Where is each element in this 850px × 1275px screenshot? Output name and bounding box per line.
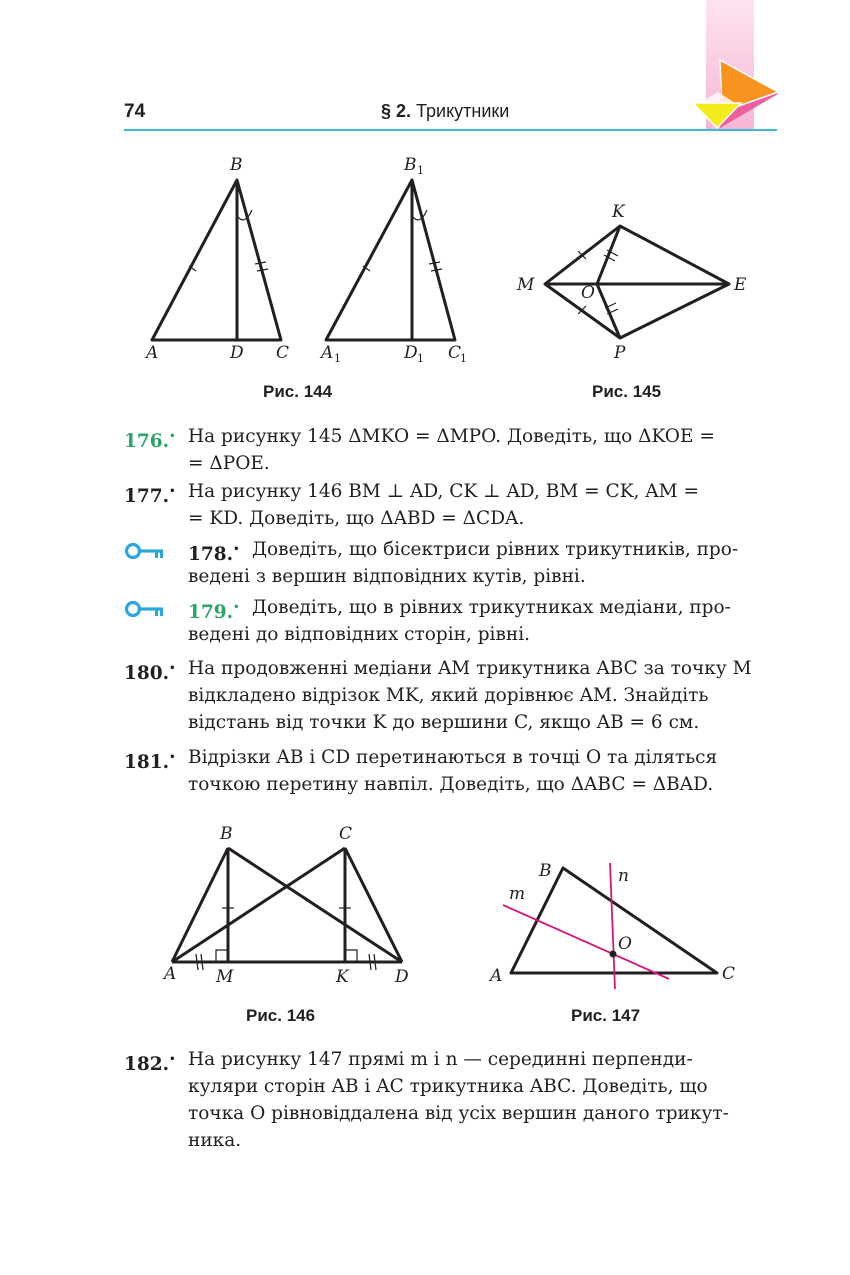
problem-text bbox=[188, 594, 777, 648]
problem-178 bbox=[188, 536, 777, 590]
problem-line: Відрізки AB і CD перетинаються в точці O та діляться bbox=[188, 747, 718, 768]
problem-line: На рисунку 147 прямі m і n — серединні перпенди- bbox=[188, 1049, 693, 1070]
fig147-label-B: B bbox=[539, 861, 552, 881]
problem-text bbox=[188, 478, 777, 532]
fig145-label-K: K bbox=[612, 202, 625, 222]
figure-145 bbox=[510, 198, 765, 368]
fig144-label-D1: D bbox=[404, 343, 418, 363]
fig145-label-E: E bbox=[734, 275, 747, 295]
key-icon bbox=[124, 541, 170, 561]
figure-147 bbox=[485, 855, 745, 995]
key-icon bbox=[124, 599, 170, 619]
problem-number: 182.• bbox=[124, 1054, 176, 1075]
fig146-label-A: A bbox=[164, 964, 177, 984]
fig145-label-M: M bbox=[517, 275, 535, 295]
fig144-label-D: D bbox=[230, 343, 244, 363]
fig144-sub-A1: 1 bbox=[334, 352, 341, 365]
problem-179 bbox=[188, 594, 777, 648]
problem-line: відстань від точки K до вершини C, якщо AB = 6 см. bbox=[188, 712, 700, 733]
problem-number: 179.• bbox=[188, 602, 240, 623]
section-marker: § 2. bbox=[381, 101, 412, 121]
problem-line: ника. bbox=[188, 1130, 242, 1151]
fig144-label-A1: A bbox=[321, 343, 334, 363]
caption-fig147: Рис. 147 bbox=[571, 1006, 641, 1025]
section-header bbox=[381, 101, 509, 122]
problem-number: 178.• bbox=[188, 544, 240, 565]
fig145-label-P: P bbox=[614, 343, 626, 363]
problem-text bbox=[188, 655, 777, 736]
problem-line: ведені до відповідних сторін, рівні. bbox=[188, 624, 531, 645]
problem-text bbox=[188, 536, 777, 590]
problem-line: Доведіть, що бісектриси рівних трикутників, про- bbox=[252, 539, 739, 560]
figure-144 bbox=[130, 150, 480, 375]
problem-line: На продовженні медіани AM трикутника ABC за точку M bbox=[188, 658, 752, 679]
problem-182 bbox=[124, 1046, 777, 1154]
problem-line: відкладено відрізок MK, який дорівнює AM. Знайдіть bbox=[188, 685, 709, 706]
fig144-label-C: C bbox=[276, 343, 290, 363]
fig146-label-D: D bbox=[395, 967, 409, 987]
fig147-label-C: C bbox=[722, 964, 736, 984]
problem-text bbox=[188, 744, 777, 798]
problem-number: 176.• bbox=[124, 431, 176, 452]
problem-line: точкою перетину навпіл. Доведіть, що ΔABC = ΔBAD. bbox=[188, 774, 714, 795]
fig146-label-M: M bbox=[216, 967, 234, 987]
fig144-sub-B1: 1 bbox=[417, 164, 424, 177]
fig144-label-B1: B bbox=[404, 155, 417, 175]
problem-line: точка O рівновіддалена від усіх вершин даного трикут- bbox=[188, 1103, 729, 1124]
problem-number: 181.• bbox=[124, 752, 176, 773]
fig146-label-C: C bbox=[339, 824, 353, 844]
fig144-sub-D1: 1 bbox=[417, 352, 424, 365]
page-number: 74 bbox=[124, 101, 146, 122]
fig144-label-C1: C bbox=[448, 343, 462, 363]
fig146-label-B: B bbox=[220, 824, 233, 844]
problem-text bbox=[188, 423, 777, 477]
fig144-sub-C1: 1 bbox=[460, 352, 467, 365]
caption-fig145: Рис. 145 bbox=[592, 382, 662, 401]
problem-line: куляри сторін AB і AC трикутника ABC. Доведіть, що bbox=[188, 1076, 708, 1097]
problem-number: 177.• bbox=[124, 486, 176, 507]
fig145-label-O: O bbox=[581, 283, 595, 303]
problem-176 bbox=[124, 423, 777, 477]
fig146-label-K: K bbox=[336, 967, 349, 987]
problem-text bbox=[188, 1046, 777, 1154]
problem-line: = KD. Доведіть, що ΔABD = ΔCDA. bbox=[188, 508, 525, 529]
problem-181 bbox=[124, 744, 777, 798]
problem-177 bbox=[124, 478, 777, 532]
problem-line: Доведіть, що в рівних трикутниках медіани, про- bbox=[252, 597, 731, 618]
caption-fig144: Рис. 144 bbox=[263, 382, 333, 401]
problem-line: На рисунку 146 BM ⊥ AD, CK ⊥ AD, BM = CK, AM = bbox=[188, 481, 699, 502]
fig147-label-A: A bbox=[490, 966, 503, 986]
fig147-label-n: n bbox=[618, 866, 629, 886]
fig144-label-A: A bbox=[146, 343, 159, 363]
problem-line: = ΔPOE. bbox=[188, 453, 270, 474]
problem-number: 180.• bbox=[124, 663, 176, 684]
caption-fig146: Рис. 146 bbox=[246, 1006, 316, 1025]
figure-146 bbox=[160, 820, 430, 990]
fig147-label-O: O bbox=[618, 934, 632, 954]
header-rule bbox=[124, 129, 777, 131]
problem-line: ведені з вершин відповідних кутів, рівні. bbox=[188, 566, 586, 587]
fig147-label-m: m bbox=[509, 884, 526, 904]
section-title: Трикутники bbox=[416, 101, 510, 121]
problem-180 bbox=[124, 655, 777, 736]
problem-line: На рисунку 145 ΔMKO = ΔMPO. Доведіть, що ΔKOE = bbox=[188, 426, 715, 447]
fig144-label-B: B bbox=[230, 155, 243, 175]
